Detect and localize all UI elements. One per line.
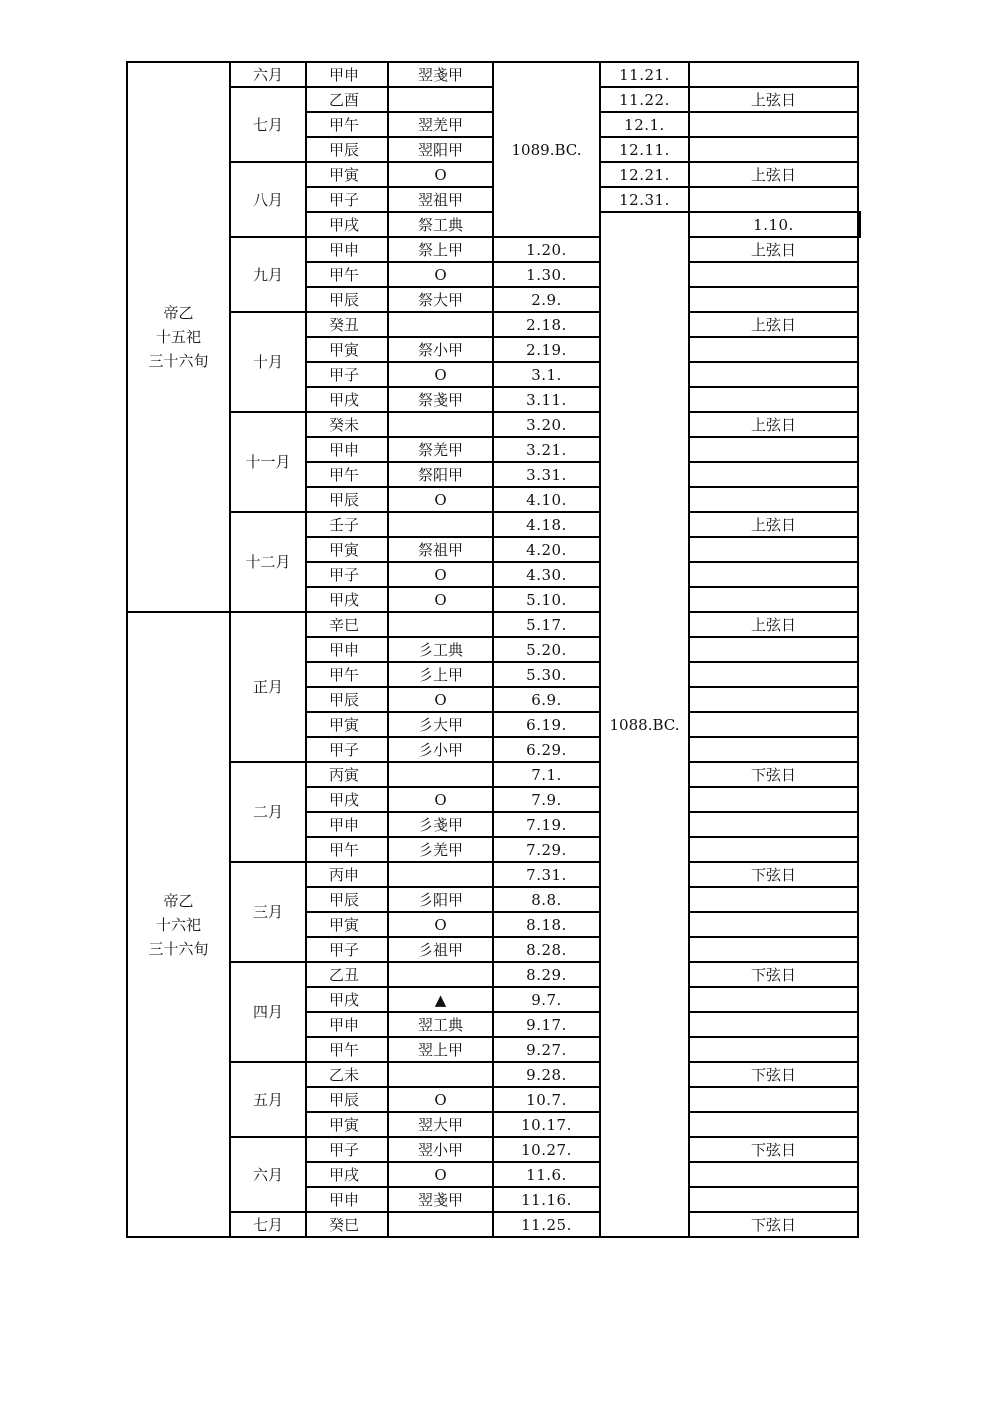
note-cell (689, 912, 858, 937)
ganzhi-cell: 甲午 (306, 112, 388, 137)
month-cell: 十二月 (230, 512, 306, 612)
date-cell: 11.25. (493, 1212, 600, 1237)
note-cell: 上弦日 (689, 512, 858, 537)
note-cell: 上弦日 (689, 612, 858, 637)
date-cell: 7.29. (493, 837, 600, 862)
note-cell: 上弦日 (689, 162, 858, 187)
note-cell: 下弦日 (689, 762, 858, 787)
ritual-cell: 翌小甲 (388, 1137, 493, 1162)
month-cell: 二月 (230, 762, 306, 862)
ganzhi-cell: 甲辰 (306, 487, 388, 512)
table-row (127, 612, 860, 637)
ganzhi-cell: 甲申 (306, 812, 388, 837)
table-row (127, 1062, 860, 1087)
note-cell: 上弦日 (689, 312, 858, 337)
ritual-cell: 祭大甲 (388, 287, 493, 312)
ganzhi-cell: 甲午 (306, 262, 388, 287)
date-cell: 11.21. (600, 62, 689, 87)
date-cell: 12.11. (600, 137, 689, 162)
date-cell: 11.16. (493, 1187, 600, 1212)
date-cell: 10.27. (493, 1137, 600, 1162)
ganzhi-cell: 甲子 (306, 362, 388, 387)
ganzhi-cell: 甲子 (306, 737, 388, 762)
ganzhi-cell: 乙酉 (306, 87, 388, 112)
ritual-cell: 彡戔甲 (388, 812, 493, 837)
ritual-cell: 翌上甲 (388, 1037, 493, 1062)
ritual-cell: O (388, 487, 493, 512)
ganzhi-cell: 甲午 (306, 662, 388, 687)
ritual-cell: O (388, 787, 493, 812)
ganzhi-cell: 丙寅 (306, 762, 388, 787)
ganzhi-cell: 甲子 (306, 562, 388, 587)
ganzhi-cell: 甲申 (306, 437, 388, 462)
date-cell: 6.29. (493, 737, 600, 762)
ganzhi-cell: 癸未 (306, 412, 388, 437)
ritual-cell (388, 512, 493, 537)
date-cell: 2.9. (493, 287, 600, 312)
table-row (127, 412, 860, 437)
ritual-cell: 祭工典 (388, 212, 493, 237)
note-cell (689, 437, 858, 462)
ritual-cell: O (388, 262, 493, 287)
ganzhi-cell: 甲寅 (306, 912, 388, 937)
month-cell: 四月 (230, 962, 306, 1062)
date-cell: 8.8. (493, 887, 600, 912)
ritual-cell: O (388, 587, 493, 612)
ritual-cell (388, 412, 493, 437)
ritual-cell (388, 862, 493, 887)
note-cell: 下弦日 (689, 1062, 858, 1087)
note-cell (689, 1037, 858, 1062)
ritual-cell (388, 962, 493, 987)
date-cell: 2.18. (493, 312, 600, 337)
calendar-table-body (127, 62, 860, 1237)
date-cell: 5.20. (493, 637, 600, 662)
table-row (127, 1212, 860, 1237)
note-cell (689, 687, 858, 712)
ritual-cell: 翌阳甲 (388, 137, 493, 162)
date-cell: 12.1. (600, 112, 689, 137)
note-cell (689, 562, 858, 587)
note-cell (689, 112, 858, 137)
date-cell: 5.10. (493, 587, 600, 612)
ganzhi-cell: 甲午 (306, 1037, 388, 1062)
ganzhi-cell: 癸巳 (306, 1212, 388, 1237)
ganzhi-cell: 甲辰 (306, 687, 388, 712)
date-cell: 5.17. (493, 612, 600, 637)
ganzhi-cell: 甲子 (306, 1137, 388, 1162)
note-cell (689, 337, 858, 362)
note-cell (689, 937, 858, 962)
ritual-cell: 彡工典 (388, 637, 493, 662)
ritual-cell: 彡上甲 (388, 662, 493, 687)
ritual-cell: 翌工典 (388, 1012, 493, 1037)
date-cell: 3.21. (493, 437, 600, 462)
month-cell: 三月 (230, 862, 306, 962)
ganzhi-cell: 甲戌 (306, 987, 388, 1012)
note-cell: 下弦日 (689, 1212, 858, 1237)
ganzhi-cell: 甲辰 (306, 1087, 388, 1112)
note-cell (689, 1162, 858, 1187)
ganzhi-cell: 甲申 (306, 1187, 388, 1212)
ganzhi-cell: 甲子 (306, 937, 388, 962)
ritual-cell (388, 1062, 493, 1087)
date-cell: 3.31. (493, 462, 600, 487)
date-cell: 12.31. (600, 187, 689, 212)
note-cell (858, 212, 860, 237)
date-cell: 4.10. (493, 487, 600, 512)
month-cell: 六月 (230, 1137, 306, 1212)
ganzhi-cell: 癸丑 (306, 312, 388, 337)
ritual-cell: 彡小甲 (388, 737, 493, 762)
date-cell: 11.22. (600, 87, 689, 112)
ganzhi-cell: 甲戌 (306, 787, 388, 812)
ritual-cell: ▲ (388, 987, 493, 1012)
ganzhi-cell: 甲寅 (306, 537, 388, 562)
note-cell (689, 1087, 858, 1112)
ritual-cell: 祭上甲 (388, 237, 493, 262)
ganzhi-cell: 辛巳 (306, 612, 388, 637)
date-cell: 9.7. (493, 987, 600, 1012)
date-cell: 5.30. (493, 662, 600, 687)
table-row (127, 512, 860, 537)
ganzhi-cell: 甲辰 (306, 287, 388, 312)
note-cell (689, 787, 858, 812)
ganzhi-cell: 甲戌 (306, 212, 388, 237)
reign-cell: 帝乙 十六祀 三十六旬 (127, 612, 230, 1237)
note-cell (689, 887, 858, 912)
note-cell (689, 262, 858, 287)
note-cell (689, 812, 858, 837)
ganzhi-cell: 甲申 (306, 637, 388, 662)
note-cell (689, 1112, 858, 1137)
note-cell (689, 362, 858, 387)
ganzhi-cell: 乙丑 (306, 962, 388, 987)
month-cell: 正月 (230, 612, 306, 762)
date-cell: 8.18. (493, 912, 600, 937)
ritual-cell: O (388, 912, 493, 937)
date-cell: 1.20. (493, 237, 600, 262)
date-cell: 1.10. (689, 212, 858, 237)
date-cell: 7.31. (493, 862, 600, 887)
ritual-cell: 翌祖甲 (388, 187, 493, 212)
month-cell: 八月 (230, 162, 306, 237)
ritual-cell: 翌戔甲 (388, 1187, 493, 1212)
ritual-cell (388, 312, 493, 337)
ritual-cell: 祭羌甲 (388, 437, 493, 462)
date-cell: 9.17. (493, 1012, 600, 1037)
ganzhi-cell: 甲寅 (306, 712, 388, 737)
month-cell: 七月 (230, 1212, 306, 1237)
note-cell (689, 837, 858, 862)
month-cell: 九月 (230, 237, 306, 312)
ganzhi-cell: 甲寅 (306, 162, 388, 187)
note-cell (689, 187, 858, 212)
ritual-cell: 祭小甲 (388, 337, 493, 362)
ganzhi-cell: 甲戌 (306, 387, 388, 412)
ritual-cell: 彡大甲 (388, 712, 493, 737)
date-cell: 9.27. (493, 1037, 600, 1062)
date-cell: 12.21. (600, 162, 689, 187)
note-cell (689, 737, 858, 762)
ritual-cell: O (388, 562, 493, 587)
note-cell: 下弦日 (689, 1137, 858, 1162)
ganzhi-cell: 甲申 (306, 62, 388, 87)
ganzhi-cell: 甲寅 (306, 337, 388, 362)
table-row (127, 862, 860, 887)
month-cell: 七月 (230, 87, 306, 162)
ritual-cell: 祭阳甲 (388, 462, 493, 487)
ritual-cell: O (388, 1162, 493, 1187)
date-cell: 6.9. (493, 687, 600, 712)
month-cell: 十月 (230, 312, 306, 412)
reign-cell: 帝乙 十五祀 三十六旬 (127, 62, 230, 612)
date-cell: 9.28. (493, 1062, 600, 1087)
note-cell: 下弦日 (689, 862, 858, 887)
note-cell (689, 137, 858, 162)
date-cell: 3.11. (493, 387, 600, 412)
date-cell: 8.29. (493, 962, 600, 987)
ritual-cell: O (388, 162, 493, 187)
ritual-cell: O (388, 1087, 493, 1112)
ritual-cell: 彡阳甲 (388, 887, 493, 912)
ritual-cell: O (388, 362, 493, 387)
note-cell (689, 1012, 858, 1037)
ganzhi-cell: 甲午 (306, 462, 388, 487)
note-cell (689, 387, 858, 412)
note-cell (689, 712, 858, 737)
table-row (127, 762, 860, 787)
ganzhi-cell: 壬子 (306, 512, 388, 537)
note-cell (689, 462, 858, 487)
ritual-cell: 翌戔甲 (388, 62, 493, 87)
ganzhi-cell: 甲戌 (306, 587, 388, 612)
note-cell (689, 662, 858, 687)
month-cell: 十一月 (230, 412, 306, 512)
date-cell: 10.7. (493, 1087, 600, 1112)
note-cell: 上弦日 (689, 412, 858, 437)
ritual-cell: 彡羌甲 (388, 837, 493, 862)
year-cell: 1089.BC. (493, 62, 600, 237)
date-cell: 2.19. (493, 337, 600, 362)
ritual-cell: 翌羌甲 (388, 112, 493, 137)
date-cell: 3.20. (493, 412, 600, 437)
date-cell: 4.20. (493, 537, 600, 562)
note-cell (689, 537, 858, 562)
month-cell: 六月 (230, 62, 306, 87)
date-cell: 10.17. (493, 1112, 600, 1137)
date-cell: 3.1. (493, 362, 600, 387)
ritual-cell: 彡祖甲 (388, 937, 493, 962)
date-cell: 6.19. (493, 712, 600, 737)
ritual-cell: 祭戔甲 (388, 387, 493, 412)
ganzhi-cell: 甲申 (306, 1012, 388, 1037)
ganzhi-cell: 乙未 (306, 1062, 388, 1087)
note-cell (689, 1187, 858, 1212)
note-cell: 上弦日 (689, 237, 858, 262)
note-cell (689, 487, 858, 512)
ganzhi-cell: 甲子 (306, 187, 388, 212)
ritual-cell: O (388, 687, 493, 712)
ritual-cell (388, 612, 493, 637)
year-cell: 1088.BC. (600, 212, 689, 1237)
note-cell (689, 287, 858, 312)
ritual-cell: 翌大甲 (388, 1112, 493, 1137)
date-cell: 7.19. (493, 812, 600, 837)
date-cell: 8.28. (493, 937, 600, 962)
ganzhi-cell: 甲寅 (306, 1112, 388, 1137)
ganzhi-cell: 甲午 (306, 837, 388, 862)
note-cell: 上弦日 (689, 87, 858, 112)
note-cell (689, 587, 858, 612)
ritual-cell (388, 87, 493, 112)
date-cell: 1.30. (493, 262, 600, 287)
date-cell: 4.30. (493, 562, 600, 587)
table-row (127, 962, 860, 987)
calendar-table (126, 61, 861, 1238)
ritual-cell (388, 1212, 493, 1237)
ganzhi-cell: 甲申 (306, 237, 388, 262)
month-cell: 五月 (230, 1062, 306, 1137)
ganzhi-cell: 甲辰 (306, 887, 388, 912)
date-cell: 4.18. (493, 512, 600, 537)
ganzhi-cell: 甲戌 (306, 1162, 388, 1187)
table-row (127, 312, 860, 337)
date-cell: 11.6. (493, 1162, 600, 1187)
note-cell: 下弦日 (689, 962, 858, 987)
table-row (127, 1137, 860, 1162)
date-cell: 7.1. (493, 762, 600, 787)
note-cell (689, 987, 858, 1012)
note-cell (689, 637, 858, 662)
table-row (127, 62, 860, 87)
date-cell: 7.9. (493, 787, 600, 812)
table-row (127, 237, 860, 262)
ganzhi-cell: 丙申 (306, 862, 388, 887)
note-cell (689, 62, 858, 87)
ritual-cell (388, 762, 493, 787)
ganzhi-cell: 甲辰 (306, 137, 388, 162)
ritual-cell: 祭祖甲 (388, 537, 493, 562)
